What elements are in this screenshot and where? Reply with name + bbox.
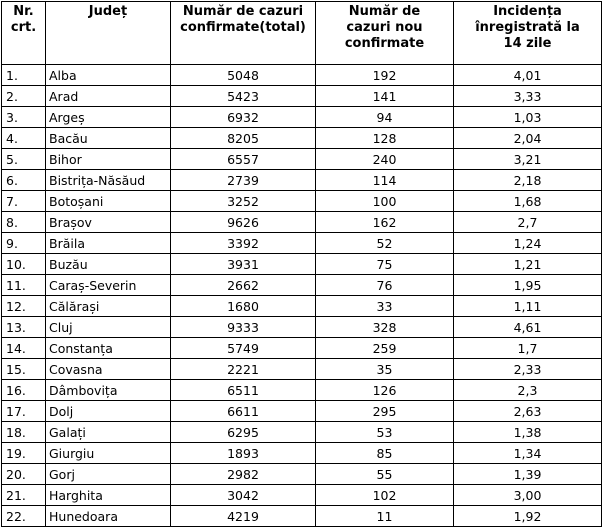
cell-incidenta: 1,92 [454, 506, 602, 527]
cell-nr: 19. [2, 443, 46, 464]
cell-noi: 114 [316, 170, 454, 191]
cell-total: 2662 [171, 275, 316, 296]
table-row [2, 317, 602, 338]
cell-judet: Arad [46, 86, 171, 107]
cell-nr: 21. [2, 485, 46, 506]
cell-noi: 128 [316, 128, 454, 149]
cell-noi: 102 [316, 485, 454, 506]
cell-judet: Botoșani [46, 191, 171, 212]
table-row [2, 212, 602, 233]
table-row [2, 65, 602, 86]
header-total [171, 2, 316, 65]
cell-incidenta: 1,03 [454, 107, 602, 128]
table-row [2, 275, 602, 296]
cell-noi: 162 [316, 212, 454, 233]
cell-incidenta: 2,7 [454, 212, 602, 233]
cell-total: 5423 [171, 86, 316, 107]
cell-incidenta: 3,33 [454, 86, 602, 107]
cell-judet: Alba [46, 65, 171, 86]
cell-total: 2739 [171, 170, 316, 191]
cell-total: 3931 [171, 254, 316, 275]
cell-nr: 15. [2, 359, 46, 380]
cell-judet: Brașov [46, 212, 171, 233]
cell-noi: 328 [316, 317, 454, 338]
cell-judet: Bacău [46, 128, 171, 149]
cell-total: 3042 [171, 485, 316, 506]
cell-judet: Bihor [46, 149, 171, 170]
cell-total: 9333 [171, 317, 316, 338]
cell-total: 3252 [171, 191, 316, 212]
table-row [2, 170, 602, 191]
header-total-line-1: Număr de cazuri [182, 4, 304, 19]
cell-total: 8205 [171, 128, 316, 149]
cell-incidenta: 1,7 [454, 338, 602, 359]
cell-noi: 94 [316, 107, 454, 128]
cell-noi: 259 [316, 338, 454, 359]
cell-total: 1680 [171, 296, 316, 317]
cell-judet: Gorj [46, 464, 171, 485]
cell-incidenta: 4,01 [454, 65, 602, 86]
cell-incidenta: 1,24 [454, 233, 602, 254]
cell-nr: 12. [2, 296, 46, 317]
cell-total: 6511 [171, 380, 316, 401]
cell-nr: 1. [2, 65, 46, 86]
header-noi [316, 2, 454, 65]
cell-judet: Dâmbovița [46, 380, 171, 401]
table-row [2, 359, 602, 380]
cell-noi: 240 [316, 149, 454, 170]
header-incidenta [454, 2, 602, 65]
cell-noi: 85 [316, 443, 454, 464]
cell-nr: 16. [2, 380, 46, 401]
header-incidenta-line-3: 14 zile [503, 36, 552, 51]
table-row [2, 128, 602, 149]
cell-judet: Brăila [46, 233, 171, 254]
cell-total: 6295 [171, 422, 316, 443]
cell-judet: Dolj [46, 401, 171, 422]
table-row [2, 443, 602, 464]
header-noi-line-1: Număr de [348, 4, 421, 19]
cell-noi: 76 [316, 275, 454, 296]
table-row [2, 296, 602, 317]
cell-noi: 33 [316, 296, 454, 317]
cell-noi: 35 [316, 359, 454, 380]
cell-total: 4219 [171, 506, 316, 527]
header-total-line-2: confirmate(total) [180, 20, 306, 35]
cell-incidenta: 2,18 [454, 170, 602, 191]
cell-incidenta: 1,21 [454, 254, 602, 275]
cell-incidenta: 1,68 [454, 191, 602, 212]
cell-noi: 75 [316, 254, 454, 275]
cell-judet: Constanța [46, 338, 171, 359]
header-nr-line-1: Nr. [13, 4, 34, 19]
cell-nr: 11. [2, 275, 46, 296]
cell-nr: 9. [2, 233, 46, 254]
table-row [2, 149, 602, 170]
cell-incidenta: 1,39 [454, 464, 602, 485]
table-row [2, 107, 602, 128]
cell-nr: 6. [2, 170, 46, 191]
table-row [2, 86, 602, 107]
cell-noi: 126 [316, 380, 454, 401]
cell-incidenta: 4,61 [454, 317, 602, 338]
cell-noi: 55 [316, 464, 454, 485]
table-row [2, 338, 602, 359]
cell-incidenta: 1,38 [454, 422, 602, 443]
cell-total: 5048 [171, 65, 316, 86]
cell-judet: Giurgiu [46, 443, 171, 464]
cell-incidenta: 3,21 [454, 149, 602, 170]
cell-judet: Hunedoara [46, 506, 171, 527]
cell-noi: 53 [316, 422, 454, 443]
cell-noi: 192 [316, 65, 454, 86]
header-incidenta-line-2: înregistrată la [475, 20, 580, 35]
cell-total: 2982 [171, 464, 316, 485]
cell-total: 3392 [171, 233, 316, 254]
cell-noi: 295 [316, 401, 454, 422]
cell-incidenta: 1,34 [454, 443, 602, 464]
cell-judet: Cluj [46, 317, 171, 338]
cell-nr: 22. [2, 506, 46, 527]
cell-nr: 3. [2, 107, 46, 128]
cell-nr: 4. [2, 128, 46, 149]
cell-nr: 18. [2, 422, 46, 443]
cell-judet: Argeș [46, 107, 171, 128]
cell-total: 2221 [171, 359, 316, 380]
cell-nr: 7. [2, 191, 46, 212]
cell-incidenta: 2,3 [454, 380, 602, 401]
cell-nr: 14. [2, 338, 46, 359]
header-nr-line-2: crt. [10, 20, 37, 35]
header-judet-label: Județ [88, 4, 128, 19]
cell-incidenta: 2,63 [454, 401, 602, 422]
cell-judet: Covasna [46, 359, 171, 380]
cell-nr: 8. [2, 212, 46, 233]
cell-total: 6557 [171, 149, 316, 170]
table-row [2, 464, 602, 485]
header-judet [46, 2, 171, 65]
cell-judet: Galați [46, 422, 171, 443]
header-row [2, 2, 602, 65]
cell-noi: 141 [316, 86, 454, 107]
cell-incidenta: 2,33 [454, 359, 602, 380]
cell-incidenta: 1,11 [454, 296, 602, 317]
cell-nr: 2. [2, 86, 46, 107]
cell-judet: Călărași [46, 296, 171, 317]
cell-judet: Buzău [46, 254, 171, 275]
cell-judet: Harghita [46, 485, 171, 506]
cell-noi: 52 [316, 233, 454, 254]
cell-incidenta: 2,04 [454, 128, 602, 149]
table-row [2, 191, 602, 212]
table-body [2, 65, 602, 527]
cell-noi: 100 [316, 191, 454, 212]
cell-total: 9626 [171, 212, 316, 233]
table-row [2, 233, 602, 254]
cell-judet: Bistrița-Năsăud [46, 170, 171, 191]
cell-nr: 5. [2, 149, 46, 170]
cell-total: 5749 [171, 338, 316, 359]
covid-county-table [1, 1, 602, 527]
table-row [2, 401, 602, 422]
header-noi-line-3: confirmate [344, 36, 425, 51]
cell-noi: 11 [316, 506, 454, 527]
table-row [2, 380, 602, 401]
cell-total: 6611 [171, 401, 316, 422]
cell-nr: 17. [2, 401, 46, 422]
table-row [2, 254, 602, 275]
table-row [2, 422, 602, 443]
cell-judet: Caraș-Severin [46, 275, 171, 296]
cell-nr: 20. [2, 464, 46, 485]
cell-total: 1893 [171, 443, 316, 464]
table-row [2, 506, 602, 527]
table-row [2, 485, 602, 506]
cell-nr: 13. [2, 317, 46, 338]
cell-total: 6932 [171, 107, 316, 128]
header-noi-line-2: cazuri nou [346, 20, 423, 35]
cell-nr: 10. [2, 254, 46, 275]
cell-incidenta: 1,95 [454, 275, 602, 296]
cell-incidenta: 3,00 [454, 485, 602, 506]
header-nr [2, 2, 46, 65]
header-incidenta-line-1: Incidența [493, 4, 562, 19]
